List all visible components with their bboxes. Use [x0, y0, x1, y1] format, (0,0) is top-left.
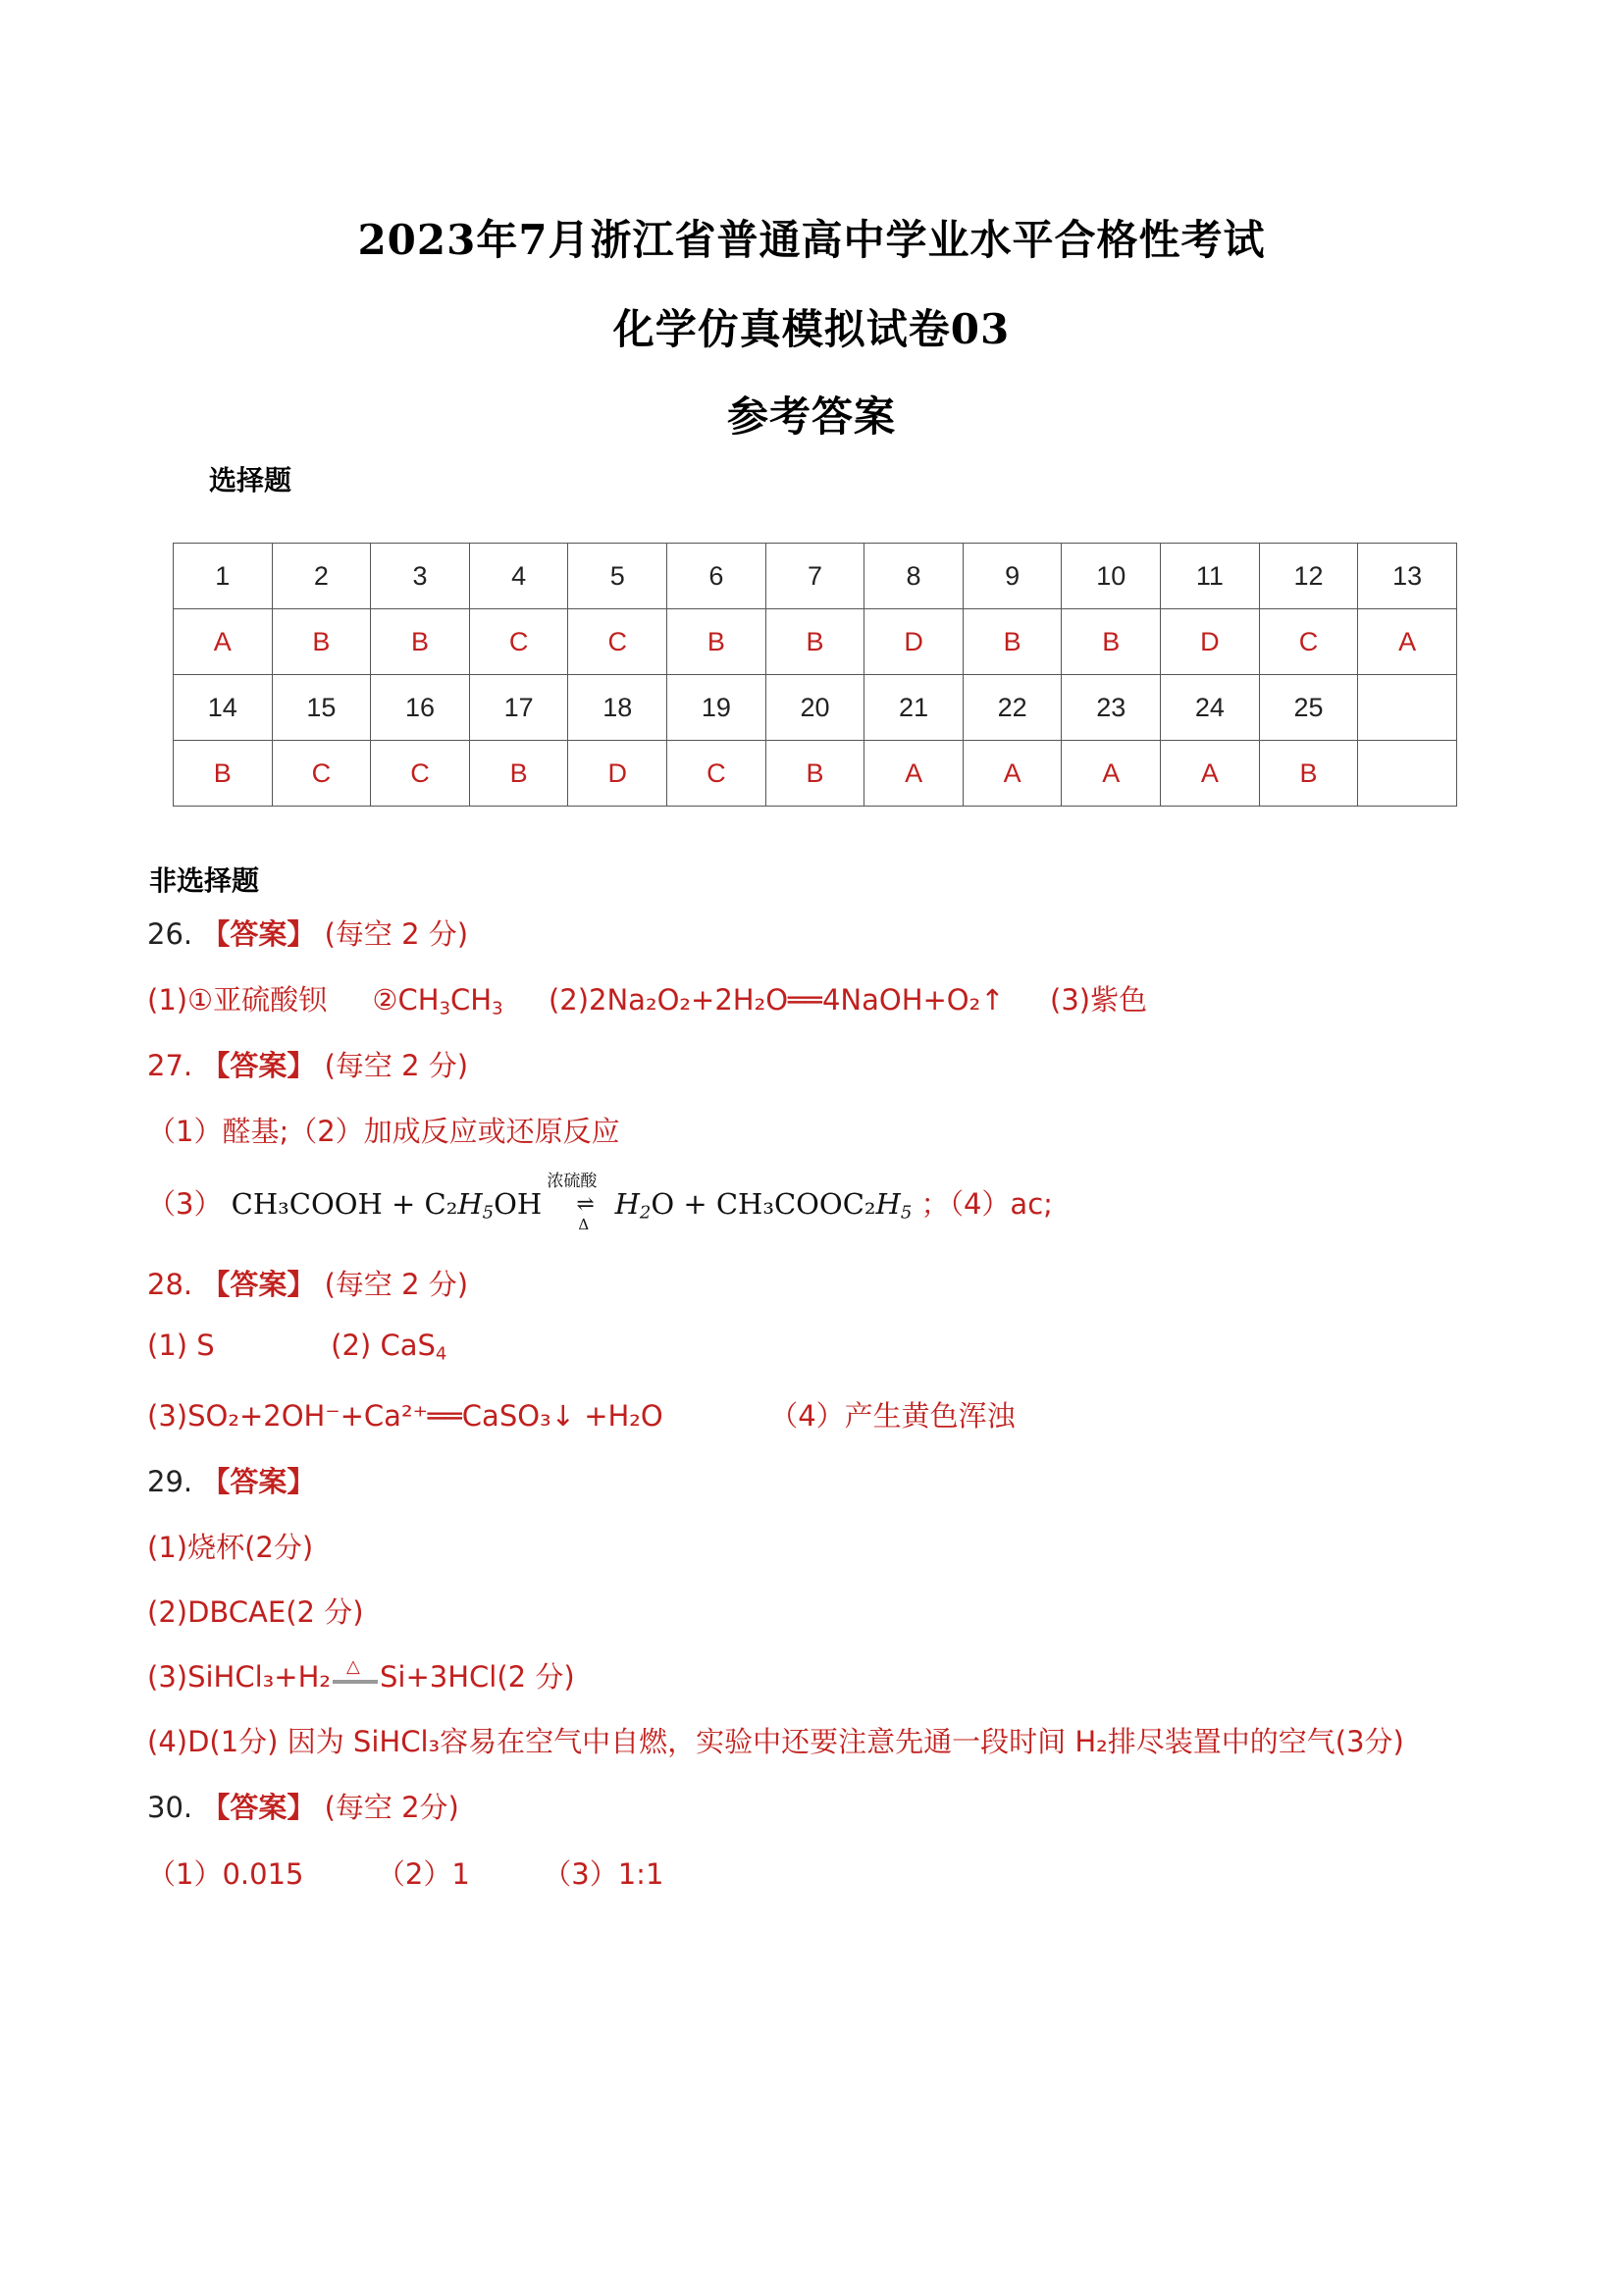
answer-cell: C	[667, 741, 766, 807]
q27-products: $H_2O$ + $CH_3COOC_2H_5$	[614, 1187, 913, 1224]
q29-number: 29.	[147, 1465, 193, 1498]
q26-a2: $②CH_3CH_3$	[372, 983, 503, 1019]
answer-cell: C	[272, 741, 371, 807]
question-number-cell: 9	[963, 544, 1062, 609]
answer-cell: D	[568, 741, 667, 807]
q29-header	[147, 1460, 315, 1500]
q30-header	[147, 1786, 459, 1826]
answer-cell: B	[667, 609, 766, 675]
q28-a3-a4	[147, 1394, 1016, 1435]
q27-number: 27.	[147, 1049, 193, 1082]
question-number-cell: 15	[272, 675, 371, 741]
answer-cell: B	[371, 609, 470, 675]
answer-cell: C	[469, 609, 568, 675]
answer-cell: A	[963, 741, 1062, 807]
answer-cell: D	[864, 609, 964, 675]
answer-cell: B	[174, 741, 273, 807]
answer-row	[174, 741, 1457, 807]
question-number-cell: 18	[568, 675, 667, 741]
q30-number: 30.	[147, 1791, 193, 1824]
q30-a2: （2）1	[376, 1857, 470, 1891]
answer-cell: C	[1259, 609, 1358, 675]
answer-cell: A	[174, 609, 273, 675]
question-number-cell: 19	[667, 675, 766, 741]
answer-cell: B	[469, 741, 568, 807]
q26-score: (每空 2 分)	[324, 917, 469, 951]
answer-cell	[1358, 741, 1457, 807]
question-number-cell: 25	[1259, 675, 1358, 741]
question-number-cell: 12	[1259, 544, 1358, 609]
answer-cell: A	[1161, 741, 1260, 807]
exam-title: 2023年7月浙江省普通高中学业水平合格性考试	[357, 216, 1266, 264]
question-number-row	[174, 675, 1457, 741]
question-number-cell: 2	[272, 544, 371, 609]
q27-answer-tag: 【答案】	[201, 1049, 316, 1082]
q26-a1: (1)①亚硫酸钡	[147, 983, 328, 1017]
q29-a1: (1)烧杯(2分)	[147, 1531, 314, 1564]
q30-a1: （1）0.015	[147, 1857, 304, 1891]
q26-number: 26.	[147, 917, 193, 951]
q28-a1: (1) S	[147, 1329, 215, 1362]
question-number-cell: 13	[1358, 544, 1457, 609]
q28-a3: (3)SO₂+2OH⁻+Ca²⁺══CaSO₃↓ +H₂O	[147, 1399, 663, 1433]
q30-answer-tag: 【答案】	[201, 1791, 316, 1824]
reversible-arrow-icon: 浓硫酸 ⇌ Δ	[547, 1172, 598, 1233]
paper-subtitle: 化学仿真模拟试卷03	[612, 305, 1011, 353]
question-number-cell: 16	[371, 675, 470, 741]
question-number-cell: 22	[963, 675, 1062, 741]
q26-answer-tag: 【答案】	[201, 917, 316, 951]
q28-a1-a2	[147, 1329, 446, 1364]
q27-score: (每空 2 分)	[324, 1049, 469, 1082]
q27-reactants: CH₃COOH + $C_2H_5OH$	[231, 1187, 543, 1224]
question-number-cell: 8	[864, 544, 964, 609]
answer-cell: B	[272, 609, 371, 675]
question-number-cell: 11	[1161, 544, 1260, 609]
answer-cell: B	[765, 741, 864, 807]
q27-header	[147, 1044, 468, 1084]
question-number-cell: 6	[667, 544, 766, 609]
answer-key-heading: 参考答案	[726, 392, 896, 441]
answer-cell: B	[1062, 609, 1161, 675]
q27-equation	[147, 1172, 1053, 1233]
question-number-cell: 4	[469, 544, 568, 609]
q28-answer-tag: 【答案】	[201, 1268, 316, 1301]
q26-a3: (2)2Na₂O₂+2H₂O══4NaOH+O₂↑	[548, 983, 1005, 1017]
question-number-cell: 14	[174, 675, 273, 741]
q28-a4: （4）产生黄色浑浊	[769, 1399, 1016, 1433]
choice-section-label: 选择题	[209, 464, 292, 496]
answer-row	[174, 609, 1457, 675]
answer-cell: C	[568, 609, 667, 675]
q29-a3: (3)SiHCl₃+H₂ △ Si+3HCl(2 分)	[147, 1656, 575, 1694]
answer-cell: B	[1259, 741, 1358, 807]
question-number-cell: 5	[568, 544, 667, 609]
q26-header	[147, 913, 468, 953]
question-number-cell: 7	[765, 544, 864, 609]
q29-a4: (4)D(1分) 因为 SiHCl₃容易在空气中自燃，实验中还要注意先通一段时间 H₂排尽装置中的空气(3分)	[147, 1725, 1404, 1758]
answer-cell: C	[371, 741, 470, 807]
question-number-cell: 1	[174, 544, 273, 609]
question-number-cell: 23	[1062, 675, 1161, 741]
answer-cell: A	[1062, 741, 1161, 807]
q26-answers	[147, 978, 1147, 1018]
q26-a4: (3)紫色	[1050, 983, 1148, 1017]
q28-a2: (2) CaS$_4$	[331, 1329, 447, 1365]
q28-number: 28.	[147, 1268, 193, 1301]
answer-cell: D	[1161, 609, 1260, 675]
q30-a3: （3）1:1	[543, 1857, 664, 1891]
q27-a1: （1）醛基;（2）加成反应或还原反应	[147, 1115, 620, 1148]
question-number-cell	[1358, 675, 1457, 741]
question-number-cell: 17	[469, 675, 568, 741]
question-number-row	[174, 544, 1457, 609]
question-number-cell: 3	[371, 544, 470, 609]
q30-score: (每空 2分)	[324, 1791, 459, 1824]
question-number-cell: 20	[765, 675, 864, 741]
answer-cell: A	[1358, 609, 1457, 675]
question-number-cell: 10	[1062, 544, 1161, 609]
q28-score: (每空 2 分)	[324, 1268, 469, 1301]
q27-a4: ；（4）ac;	[920, 1187, 1053, 1221]
question-number-cell: 21	[864, 675, 964, 741]
q30-answers	[147, 1852, 663, 1893]
answer-cell: B	[963, 609, 1062, 675]
question-number-cell: 24	[1161, 675, 1260, 741]
answer-cell: A	[864, 741, 964, 807]
nonchoice-section-label: 非选择题	[149, 864, 260, 897]
q28-header	[147, 1263, 468, 1303]
q29-answer-tag: 【答案】	[201, 1465, 316, 1498]
q29-a2: (2)DBCAE(2 分)	[147, 1595, 364, 1629]
heating-arrow-icon: △	[331, 1664, 380, 1694]
choice-answer-table	[173, 543, 1457, 807]
answer-cell: B	[765, 609, 864, 675]
q27-a3-prefix: （3）	[147, 1187, 223, 1221]
